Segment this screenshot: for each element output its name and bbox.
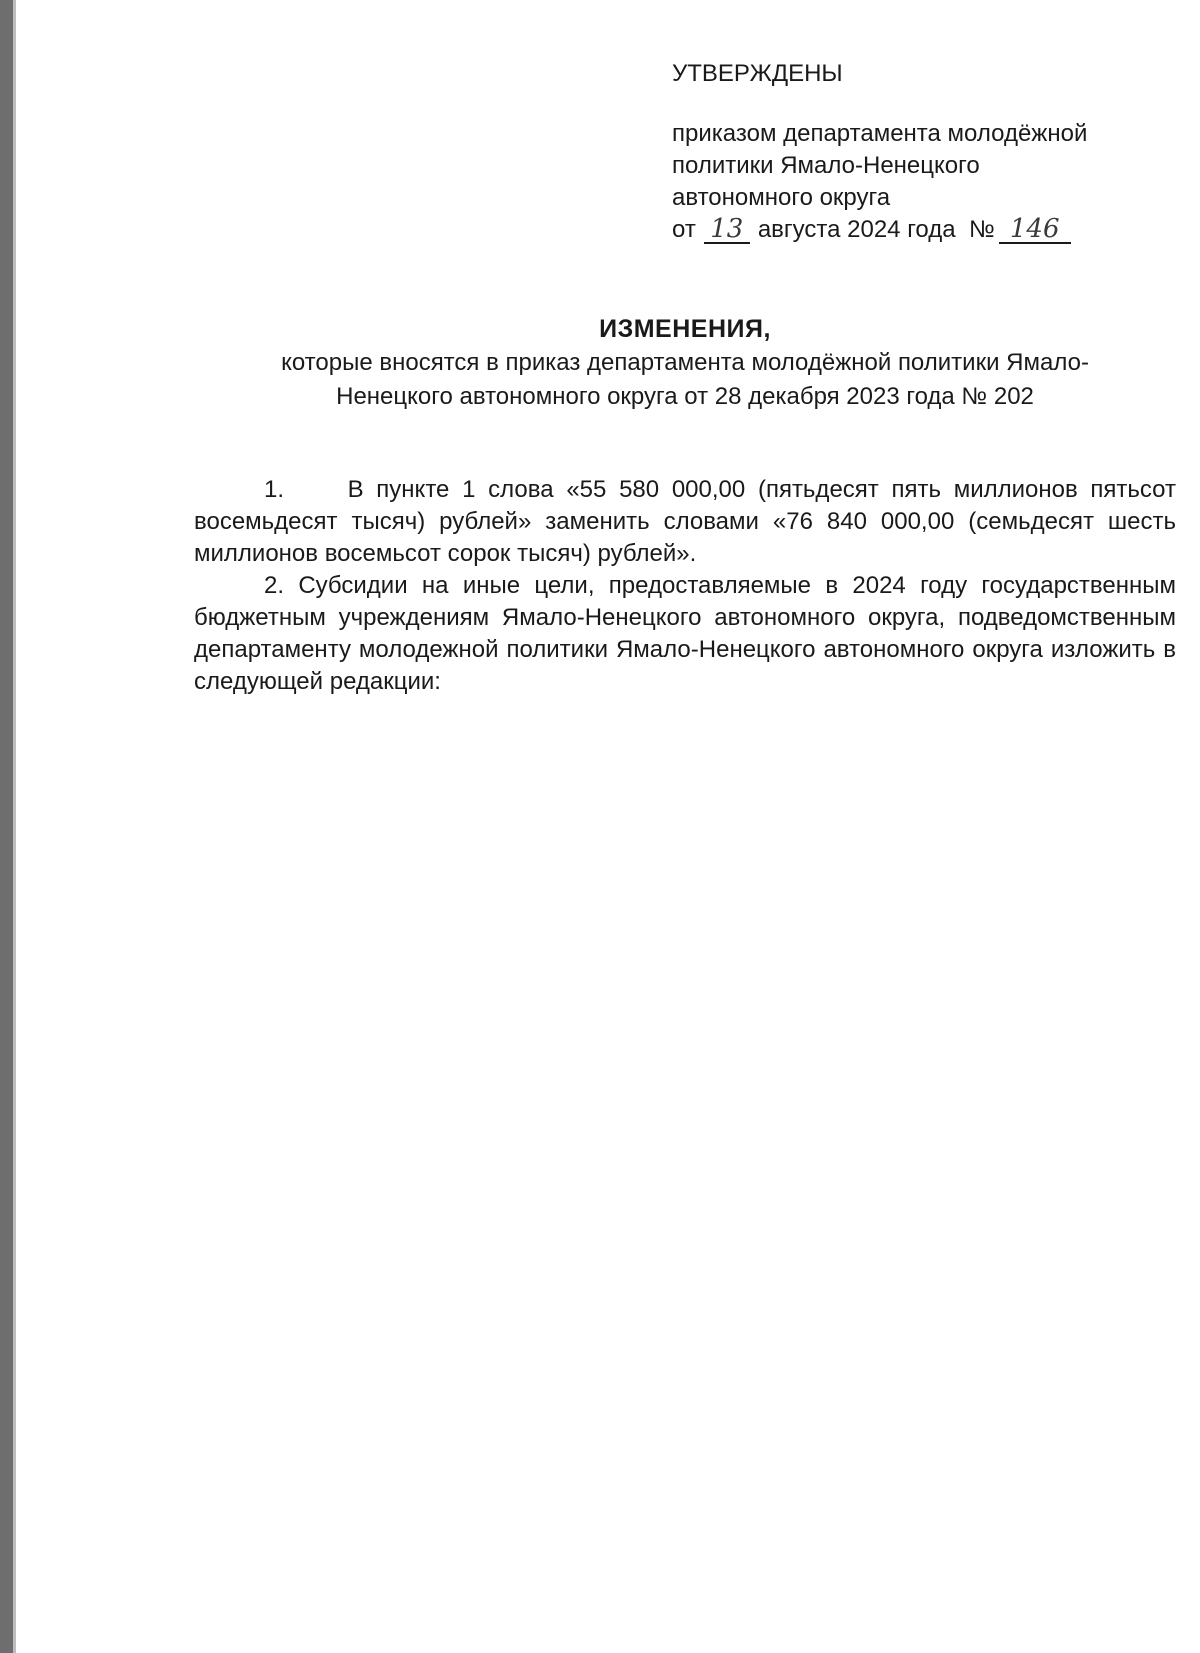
body-item-2: 2. Субсидии на иные цели, предоставляемые в 2024 году государственным бюджетным учреждениям Ямало-Ненецкого автономного округа, подведомственным департаменту молодежной политики Ямало-Ненецкого автономного округа изложить в следующей редакции: [194,572,1176,695]
approval-line-1: приказом департамента молодёжной [672,120,1088,147]
date-prefix: от [672,216,696,243]
number-sign: № [968,216,995,243]
approval-line-2: политики Ямало-Ненецкого [672,152,980,179]
date-month-year: августа 2024 года [757,216,956,243]
document-heading [190,312,1180,414]
handwritten-date-day: 13 [704,216,750,244]
document-body [194,474,1176,698]
heading-subtitle-line-2: Ненецкого автономного округа от 28 декабря 2023 года № 202 [336,383,1034,410]
scan-edge [0,0,13,1653]
heading-subtitle-line-1: которые вносятся в приказ департамента молодёжной политики Ямало- [281,349,1089,376]
heading-title: ИЗМЕНЕНИЯ, [599,315,771,343]
approval-block [672,58,1172,246]
approval-title: УТВЕРЖДЕНЫ [672,60,843,87]
handwritten-order-number: 146 [999,216,1071,244]
scan-edge-highlight [13,0,16,1653]
approval-line-3: автономного округа [672,184,891,211]
body-item-1: 1. В пункте 1 слова «55 580 000,00 (пятьдесят пять миллионов пятьсот восемьдесят тысяч) рублей» заменить словами «76 840 000,00 (семьдесят шесть миллионов восемьсот сорок тысяч) рублей». [194,476,1176,567]
approval-date-line [672,214,1172,246]
